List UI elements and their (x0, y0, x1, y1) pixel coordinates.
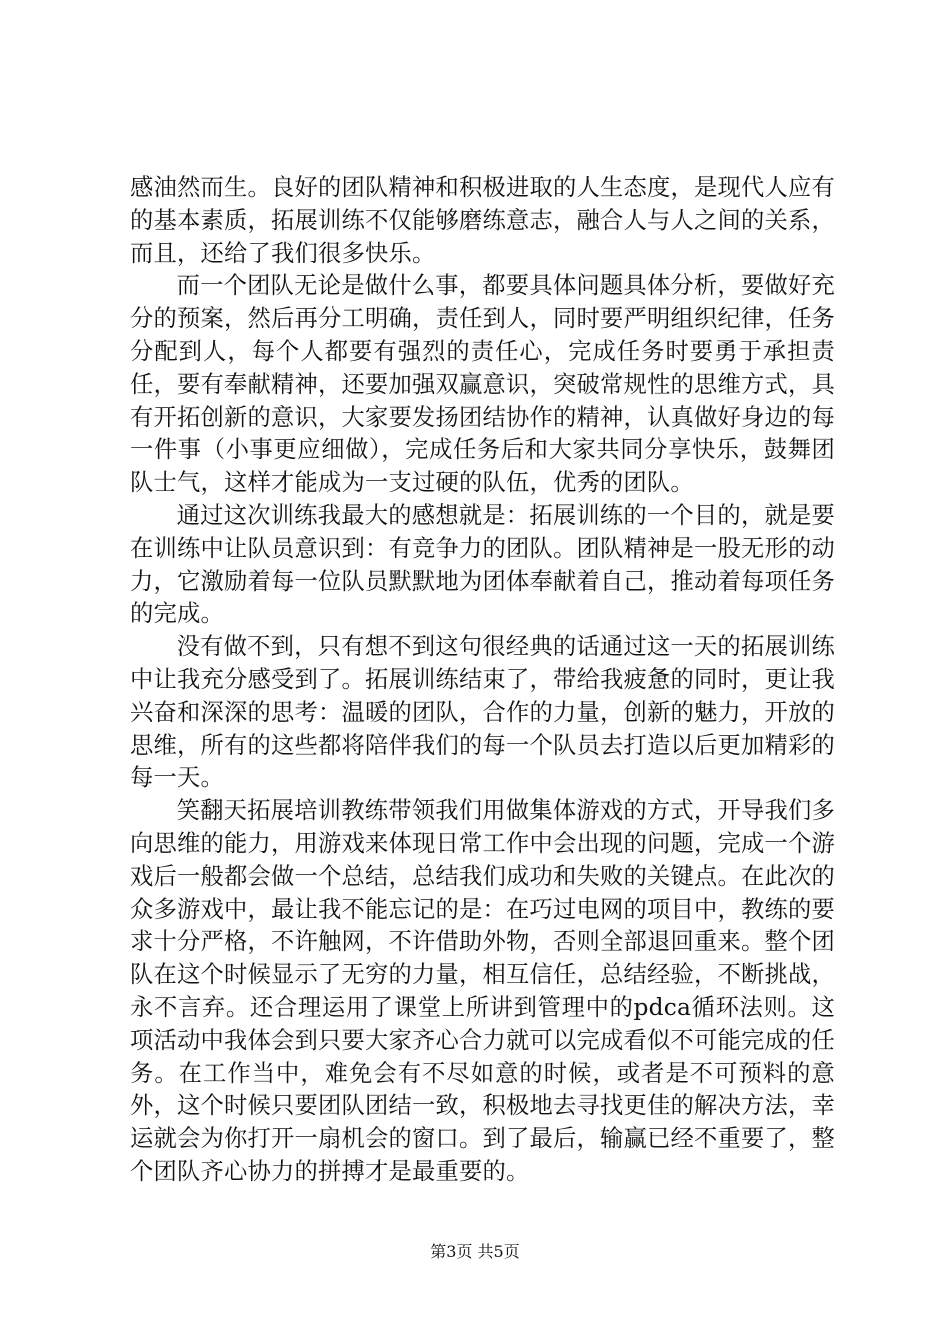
page-number-footer: 第3页 共5页 (430, 1242, 520, 1261)
paragraph-1: 感油然而生。良好的团队精神和积极进取的人生态度，是现代人应有的基本素质，拓展训练不仅能够磨练意志，融合人与人之间的关系，而且，还给了我们很多快乐。 (130, 174, 835, 267)
paragraph-2: 而一个团队无论是做什么事，都要具体问题具体分析，要做好充分的预案，然后再分工明确，责任到人，同时要严明组织纪律，任务分配到人，每个人都要有强烈的责任心，完成任务时要勇于承担责任，要有奉献精神，还要加强双赢意识，突破常规性的思维方式，具有开拓创新的意识，大家要发扬团结协作的精神，认真做好身边的每一件事（小事更应细做），完成任务后和大家共同分享快乐，鼓舞团队士气，这样才能成为一支过硬的队伍，优秀的团队。 (130, 272, 835, 497)
paragraph-4: 没有做不到，只有想不到这句很经典的话通过这一天的拓展训练中让我充分感受到了。拓展训练结束了，带给我疲惫的同时，更让我兴奋和深深的思考：温暖的团队，合作的力量，创新的魅力，开放的思维，所有的这些都将陪伴我们的每一个队员去打造以后更加精彩的每一天。 (130, 633, 835, 792)
document-body (130, 172, 835, 1189)
paragraph-5: 笑翻天拓展培训教练带领我们用做集体游戏的方式，开导我们多向思维的能力，用游戏来体现日常工作中会出现的问题，完成一个游戏后一般都会做一个总结，总结我们成功和失败的关键点。在此次的众多游戏中，最让我不能忘记的是：在巧过电网的项目中，教练的要求十分严格，不许触网，不许借助外物，否则全部退回重来。整个团队在这个时候显示了无穷的力量，相互信任，总结经验，不断挑战，永不言弃。还合理运用了课堂上所讲到管理中的pdca循环法则。这项活动中我体会到只要大家齐心合力就可以完成看似不可能完成的任务。在工作当中，难免会有不尽如意的时候，或者是不可预料的意外，这个时候只要团队团结一致，积极地去寻找更佳的解决方法，幸运就会为你打开一扇机会的窗口。到了最后，输赢已经不重要了，整个团队齐心协力的拼搏才是最重要的。 (130, 797, 835, 1185)
paragraph-3: 通过这次训练我最大的感想就是：拓展训练的一个目的，就是要在训练中让队员意识到：有竞争力的团队。团队精神是一股无形的动力，它激励着每一位队员默默地为团体奉献着自己，推动着每项任务的完成。 (130, 501, 835, 628)
